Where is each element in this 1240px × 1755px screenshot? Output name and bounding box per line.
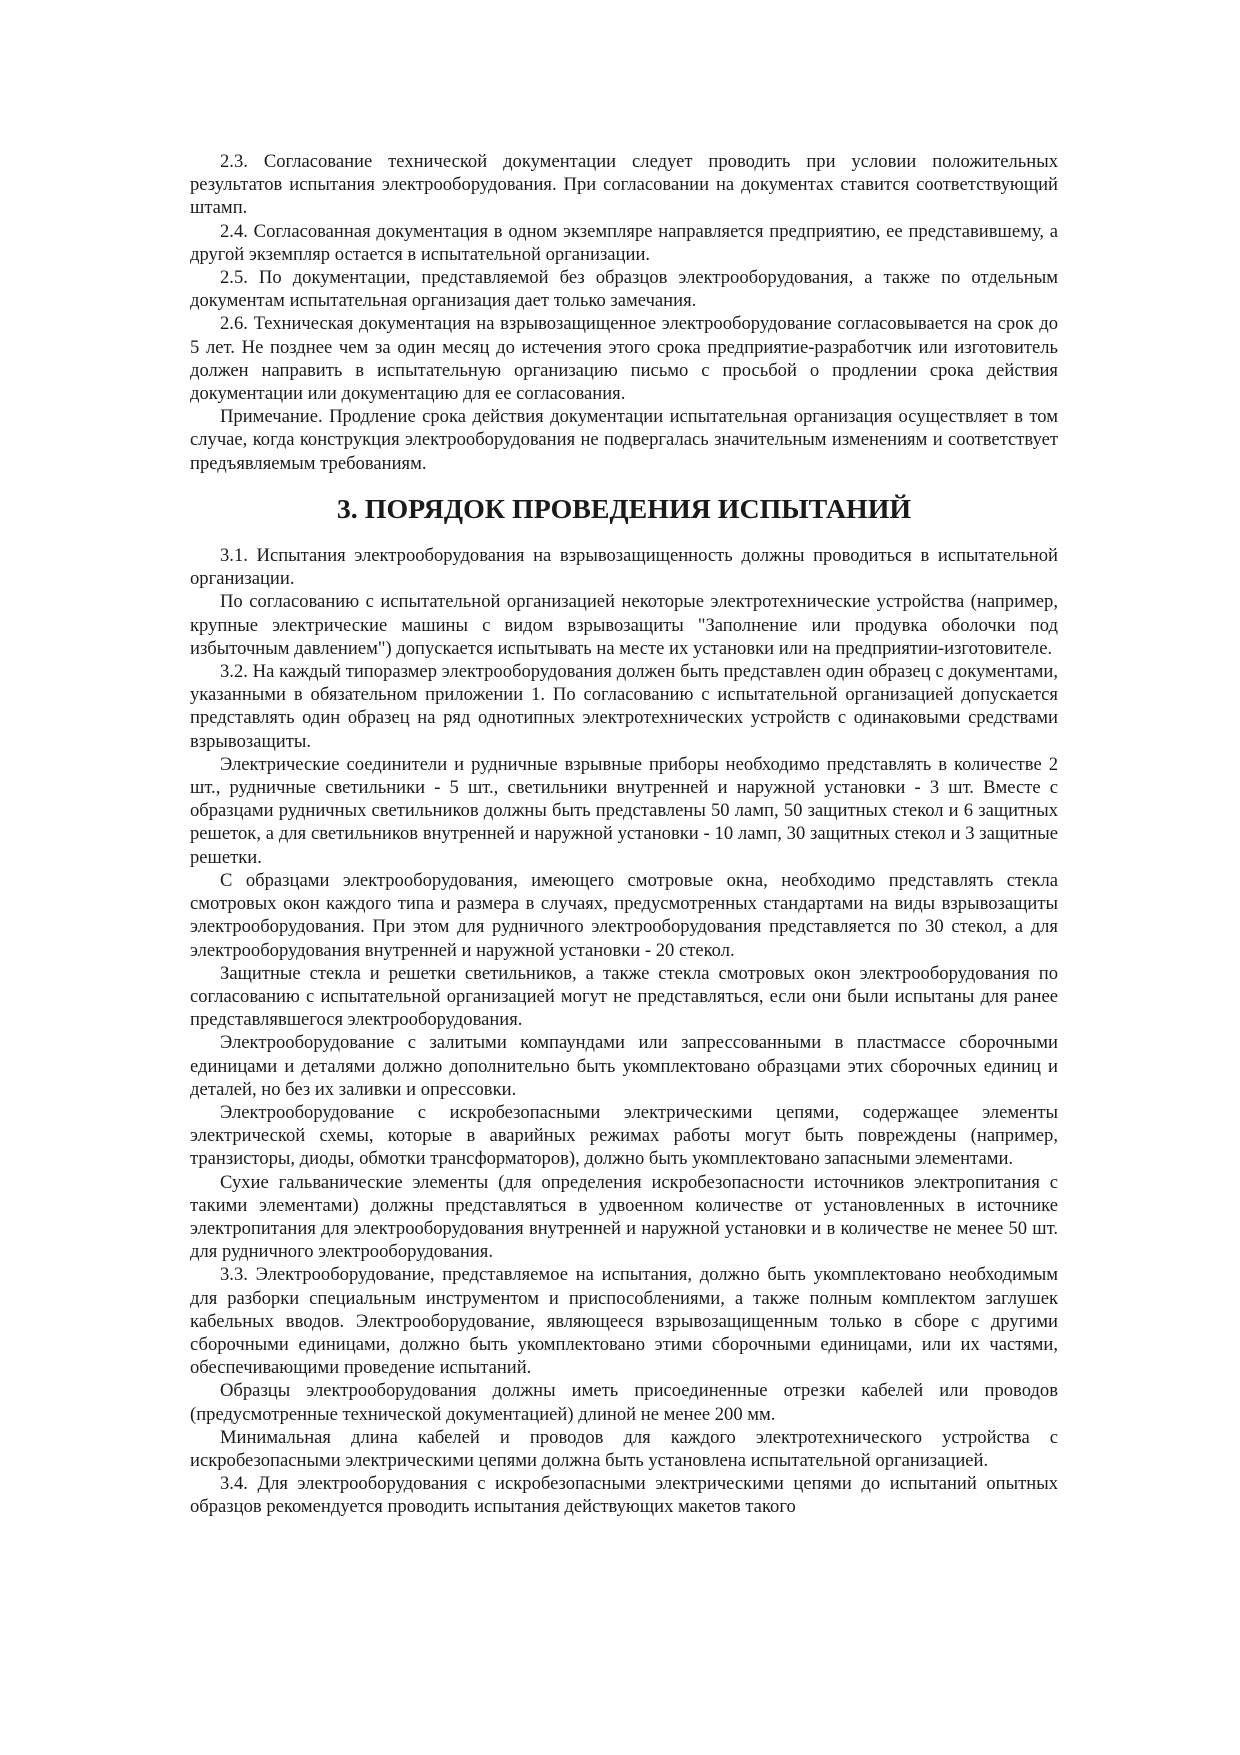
paragraph-compound: Электрооборудование с залитыми компаундами или запрессованными в пластмассе сборочными единицами и деталями должно дополнительно быть укомплектовано образцами этих сборочных единиц и деталей, но без их заливки и опрессовки. [190, 1032, 1058, 1100]
paragraph-note: Примечание. Продление срока действия документации испытательная организация осуществляет в том случае, когда конструкция электрооборудования не подвергалась значительным изменениям и соответствует предъявляемым требованиям. [190, 406, 1058, 474]
paragraph-2-3: 2.3. Согласование технической документации следует проводить при условии положительных результатов испытания электрооборудования. При согласовании на документах ставится соответствующий штамп. [190, 151, 1058, 219]
paragraph-connectors: Электрические соединители и рудничные взрывные приборы необходимо представлять в количестве 2 шт., рудничные светильники - 5 шт., светильники внутренней и наружной установки - 3 шт. Вместе с образцами рудничных светильников должны быть представлены 50 ламп, 50 защитных стекол и 6 защитных решеток, а для светильников внутренней и наружной установки - 10 ламп, 30 защитных стекол и 3 защитные решетки. [190, 753, 1058, 868]
paragraph-2-6: 2.6. Техническая документация на взрывозащищенное электрооборудование согласовывается на срок до 5 лет. Не позднее чем за один месяц до истечения этого срока предприятие-разработчик или изготовитель должен направить в испытательную организацию письмо с просьбой о продлении срока действия документации или документацию для ее согласования. [190, 313, 1058, 405]
paragraph-intrinsic-safety: Электрооборудование с искробезопасными электрическими цепями, содержащее элементы электрической схемы, которые в аварийных режимах работы могут быть повреждены (например, транзисторы, диоды, обмотки трансформаторов), должно быть укомплектовано запасными элементами. [190, 1101, 1058, 1170]
paragraph-3-1: 3.1. Испытания электрооборудования на взрывозащищенность должны проводиться в испытательной организации. [190, 545, 1058, 590]
section-heading: 3. ПОРЯДОК ПРОВЕДЕНИЯ ИСПЫТАНИЙ [336, 493, 912, 525]
paragraph-2-5: 2.5. По документации, представляемой без образцов электрооборудования, а также по отдельным документам испытательная организация дает только замечания. [190, 267, 1058, 312]
document-page [190, 150, 1058, 1519]
paragraph-3-3: 3.3. Электрооборудование, представляемое на испытания, должно быть укомплектовано необходимым для разборки специальным инструментом и приспособлениями, а также полным комплектом заглушек кабельных вводов. Электрооборудование, являющееся взрывозащищенным только в сборе с другими сборочными единицами, должно быть укомплектовано этими сборочными единицами, или их частями, обеспечивающими проведение испытаний. [190, 1264, 1058, 1379]
paragraph-protective-glass: Защитные стекла и решетки светильников, а также стекла смотровых окон электрооборудования по согласованию с испытательной организацией могут не представляться, если они были испытаны для ранее представлявшегося электрооборудования. [190, 962, 1058, 1031]
paragraph-3-1-agreement: По согласованию с испытательной организацией некоторые электротехнические устройства (например, крупные электрические машины с видом взрывозащиты "Заполнение или продувка оболочки под избыточным давлением") допускается испытывать на месте их установки или на предприятии-изготовителе. [190, 591, 1058, 659]
paragraph-3-4: 3.4. Для электрооборудования с искробезопасными электрическими цепями до испытаний опытных образцов рекомендуется проводить испытания действующих макетов такого [190, 1473, 1058, 1518]
paragraph-cable-samples: Образцы электрооборудования должны иметь присоединенные отрезки кабелей или проводов (предусмотренные технической документацией) длиной не менее 200 мм. [190, 1380, 1058, 1425]
paragraph-cable-length: Минимальная длина кабелей и проводов для каждого электротехнического устройства с искробезопасными электрическими цепями должна быть установлена испытательной организацией. [190, 1426, 1058, 1471]
paragraph-viewing-windows: С образцами электрооборудования, имеющего смотровые окна, необходимо представлять стекла смотровых окон каждого типа и размера в случаях, предусмотренных стандартами на виды взрывозащиты электрооборудования. При этом для рудничного электрооборудования представляется по 30 стекол, а для электрооборудования внутренней и наружной установки - 20 стекол. [190, 869, 1058, 961]
paragraph-3-2: 3.2. На каждый типоразмер электрооборудования должен быть представлен один образец с документами, указанными в обязательном приложении 1. По согласованию с испытательной организацией допускается представлять один образец на ряд однотипных электротехнических устройств с одинаковыми средствами взрывозащиты. [190, 661, 1058, 752]
paragraph-dry-cells: Сухие гальванические элементы (для определения искробезопасности источников электропитания с такими элементами) должны представляться в удвоенном количестве от установленных в источнике электропитания для электрооборудования внутренней и наружной установки и в количестве не менее 50 шт. для рудничного электрооборудования. [190, 1171, 1058, 1263]
paragraph-2-4: 2.4. Согласованная документация в одном экземпляре направляется предприятию, ее представившему, а другой экземпляр остается в испытательной организации. [190, 220, 1058, 265]
